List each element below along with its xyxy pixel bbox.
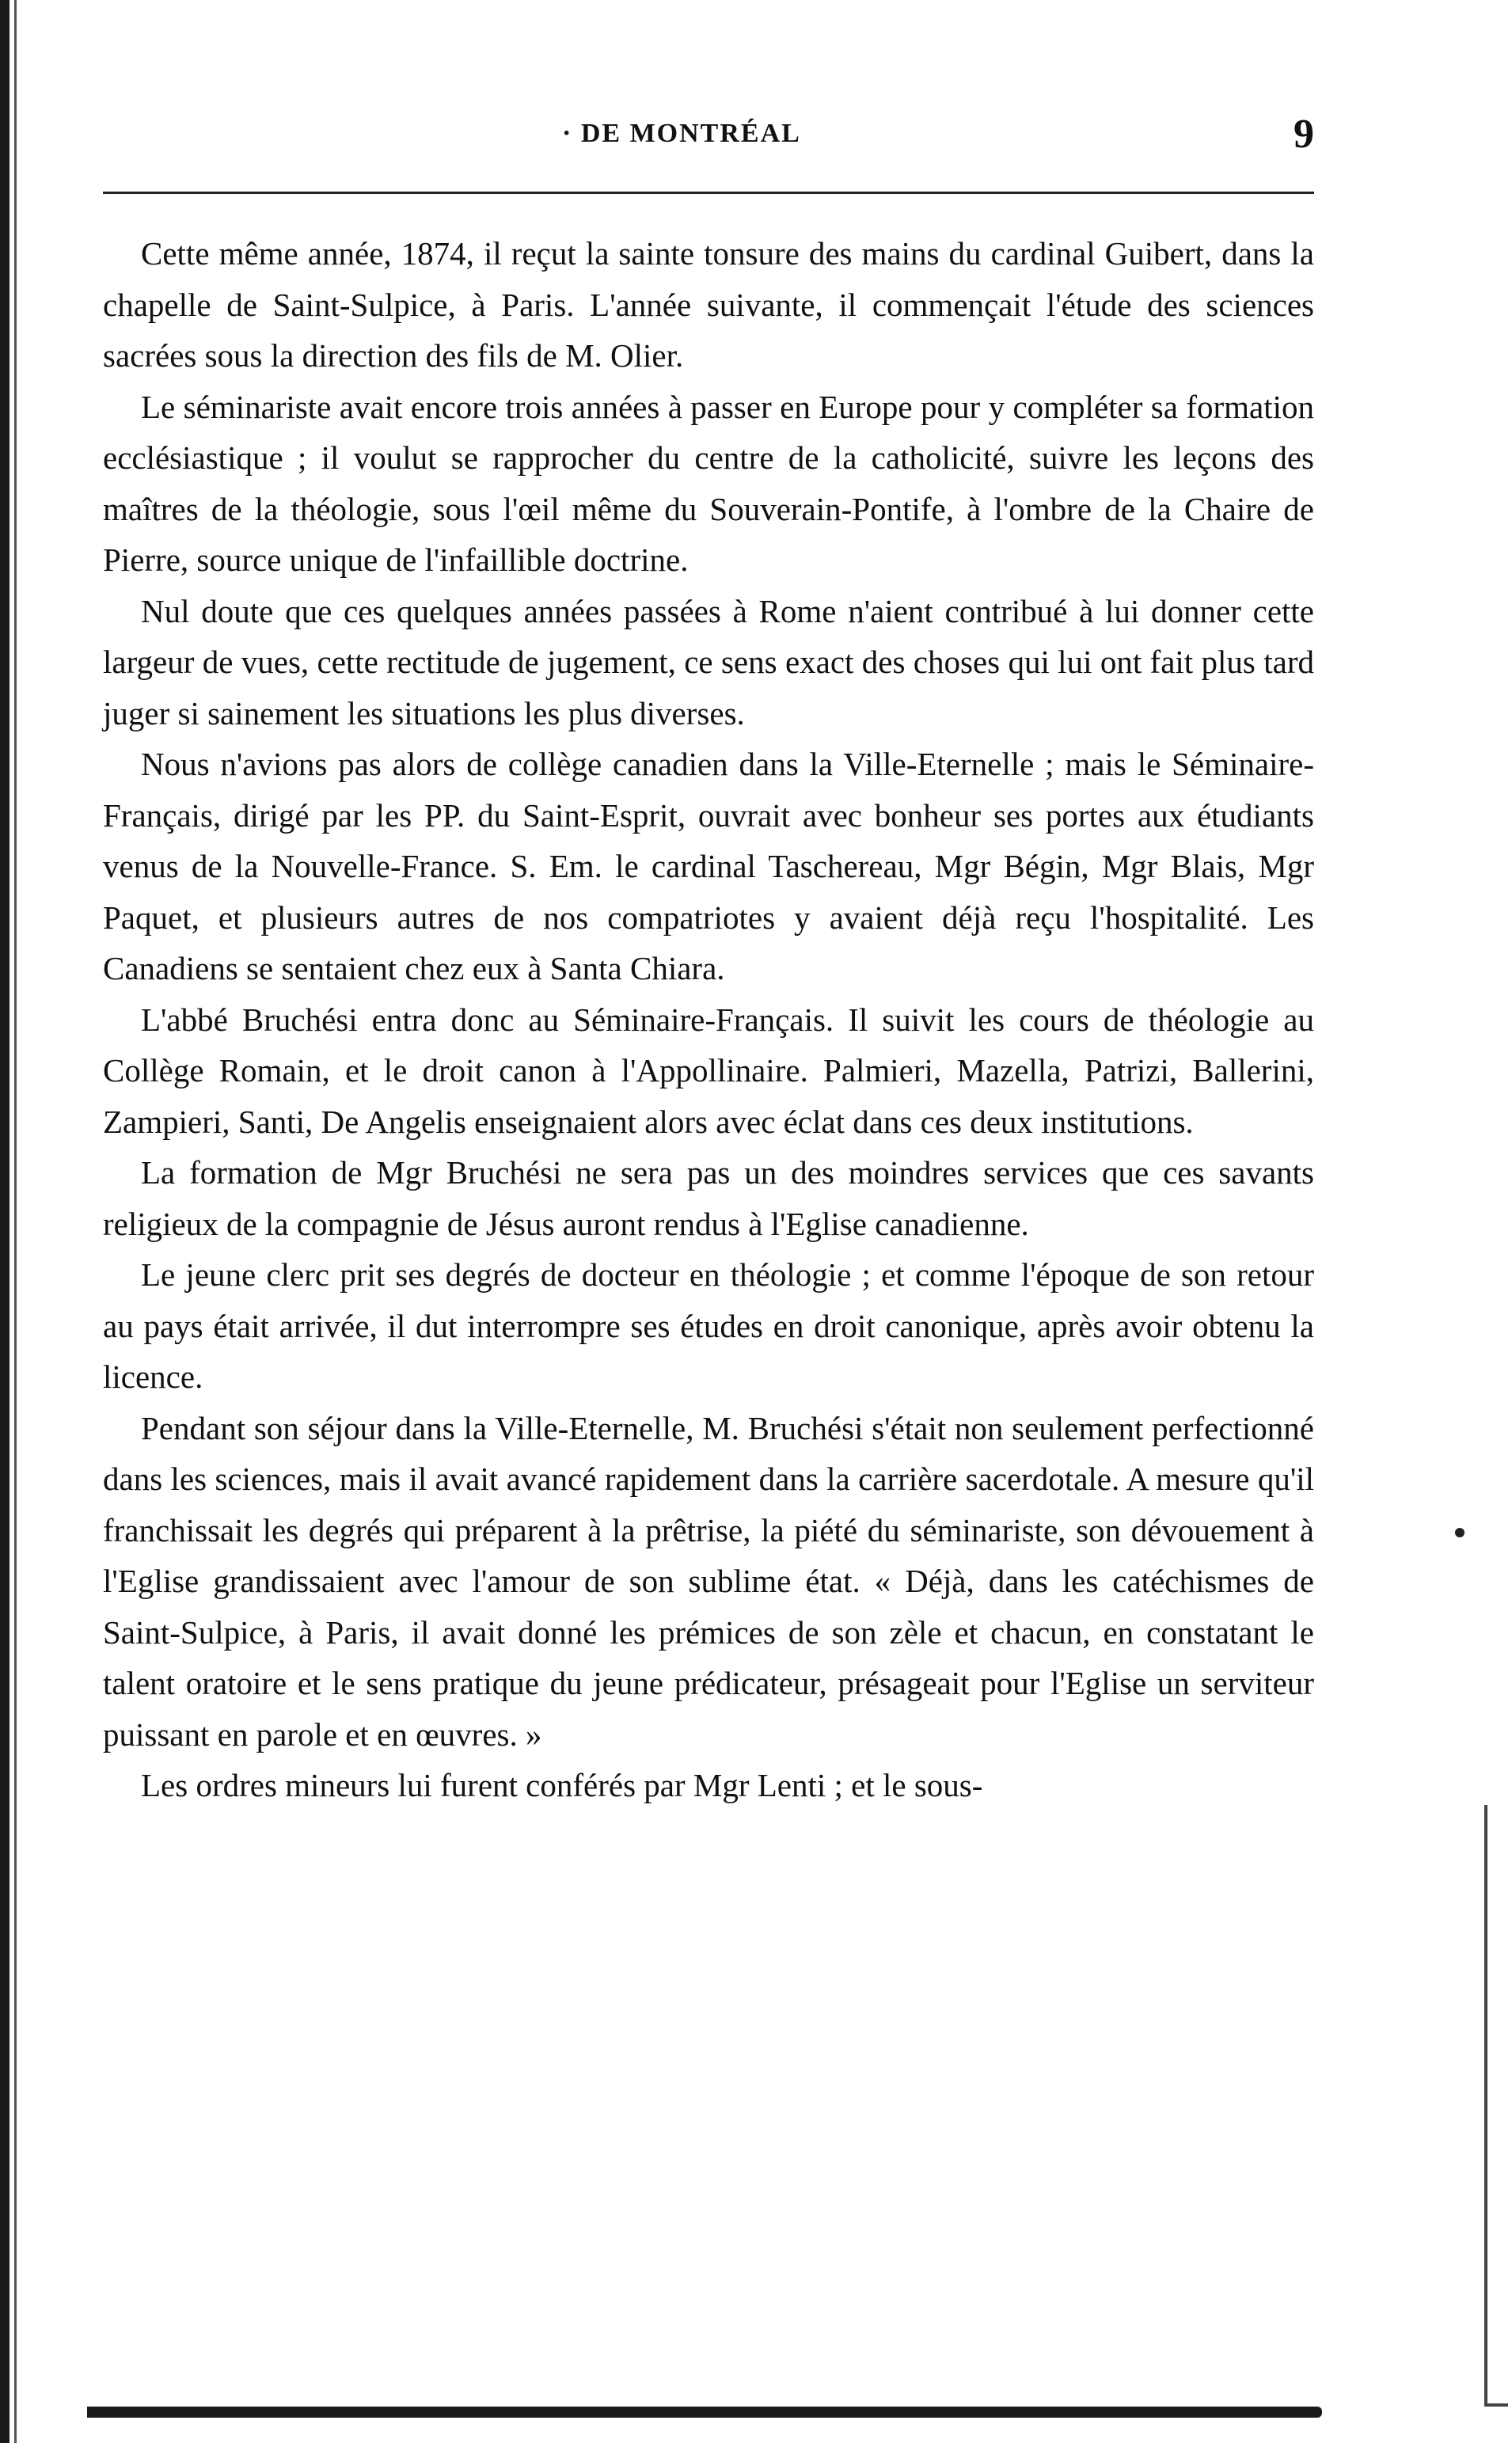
- body-text: [103, 228, 1314, 1811]
- ink-dot: [1455, 1528, 1465, 1537]
- paragraph: Cette même année, 1874, il reçut la sainte tonsure des mains du cardinal Guibert, dans la chapelle de Saint-Sulpice, à Paris. L'année suivante, il commençait l'étude des sciences sacrées sous la direction des fils de M. Olier.: [103, 235, 1314, 374]
- page-number: 9: [1294, 112, 1314, 157]
- paragraph: Pendant son séjour dans la Ville-Eternelle, M. Bruchési s'était non seulement perfectionné dans les sciences, mais il avait avancé rapidement dans la carrière sacerdotale. A mesure qu'il franchissait les degrés qui préparent à la prêtrise, la piété du séminariste, son dévouement à l'Eglise grandissaient avec l'amour de son sublime état. « Déjà, dans les catéchismes de Saint-Sulpice, à Paris, il avait donné les prémices de son zèle et chacun, en constatant le talent oratoire et le sens pratique du jeune prédicateur, présageait pour l'Eglise un serviteur puissant en parole et en œuvres. »: [103, 1409, 1314, 1753]
- scan-edge-right: [1484, 1805, 1487, 2407]
- scan-edge-left-line: [14, 0, 17, 2443]
- header-rule: [103, 192, 1314, 194]
- paragraph: Le séminariste avait encore trois années à passer en Europe pour y compléter sa formation ecclésiastique ; il voulut se rapprocher du centre de la catholicité, suivre les leçons des maîtres de la théologie, sous l'œil même du Souverain-Pontife, à l'ombre de la Chaire de Pierre, source unique de l'infaillible doctrine.: [103, 388, 1314, 578]
- paragraph: L'abbé Bruchési entra donc au Séminaire-Français. Il suivit les cours de théologie au Collège Romain, et le droit canon à l'Appollinaire. Palmieri, Mazella, Patrizi, Ballerini, Zampieri, Santi, De Angelis enseignaient alors avec éclat dans ces deux institutions.: [103, 1001, 1314, 1140]
- paragraph: Nul doute que ces quelques années passées à Rome n'aient contribué à lui donner cette largeur de vues, cette rectitude de jugement, ce sens exact des choses qui lui ont fait plus tard juger si sainement les situations les plus diverses.: [103, 592, 1314, 731]
- scan-edge-bottom: [87, 2407, 1322, 2418]
- scan-edge-right-foot: [1484, 2403, 1508, 2407]
- paragraph: La formation de Mgr Bruchési ne sera pas un des moindres services que ces savants religieux de la compagnie de Jésus auront rendus à l'Eglise canadienne.: [103, 1154, 1314, 1242]
- paragraph: Nous n'avions pas alors de collège canadien dans la Ville-Eternelle ; mais le Séminaire-Français, dirigé par les PP. du Saint-Esprit, ouvrait avec bonheur ses portes aux étudiants venus de la Nouvelle-France. S. Em. le cardinal Taschereau, Mgr Bégin, Mgr Blais, Mgr Paquet, et plusieurs autres de nos compatriotes y avaient déjà reçu l'hospitalité. Les Canadiens se sentaient chez eux à Santa Chiara.: [103, 746, 1314, 986]
- scan-edge-left: [0, 0, 9, 2443]
- paragraph: Le jeune clerc prit ses degrés de docteur en théologie ; et comme l'époque de son retour au pays était arrivée, il dut interrompre ses études en droit canonique, après avoir obtenu la licence.: [103, 1256, 1314, 1395]
- paragraph: Les ordres mineurs lui furent conférés par Mgr Lenti ; et le sous-: [141, 1767, 983, 1803]
- page-header: [103, 112, 1314, 166]
- running-title: · DE MONTRÉAL: [562, 119, 801, 148]
